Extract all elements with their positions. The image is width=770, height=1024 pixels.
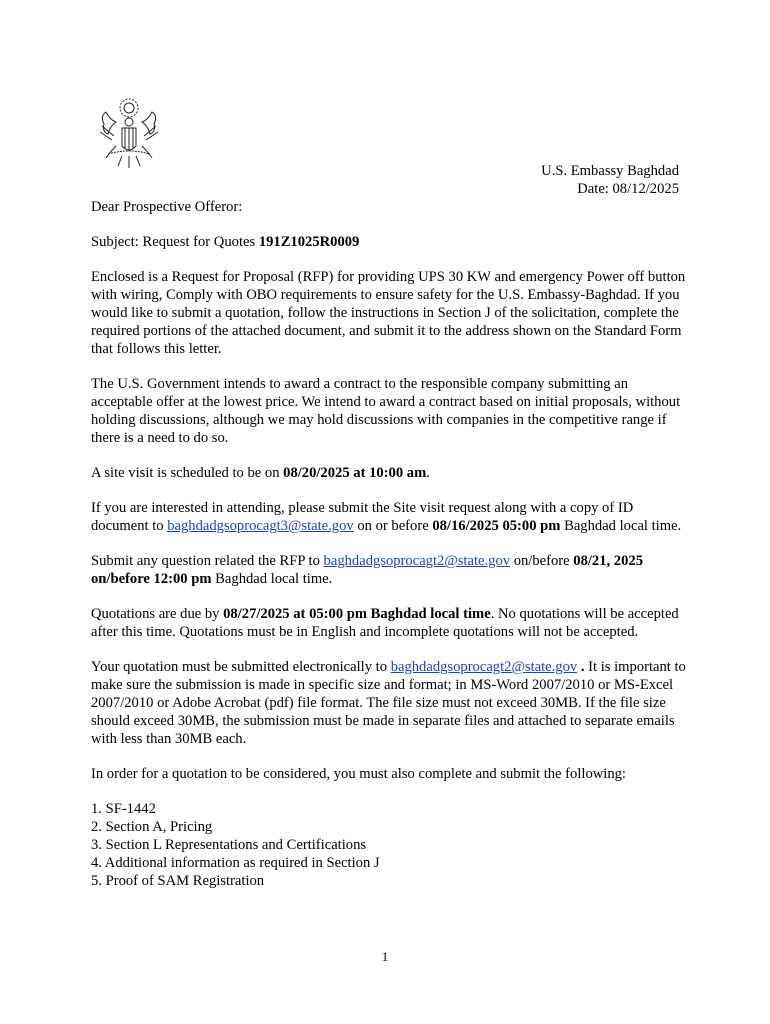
site-visit-paragraph: A site visit is scheduled to be on 08/20/2025 at 10:00 am. [91,465,430,481]
embassy-name: U.S. Embassy Baghdad [541,163,679,179]
list-item: 1. SF-1442 [91,801,156,817]
list-item: 3. Section L Representations and Certifications [91,837,367,853]
list-item: 2. Section A, Pricing [91,819,213,835]
requirements-intro: In order for a quotation to be considered, you must also complete and submit the following: [91,766,626,782]
requirements-list [91,800,691,890]
attend-paragraph: If you are interested in attending, please submit the Site visit request along with a copy of ID document to baghdadgsoprocagt3@state.gov on or before 08/16/2025 05:00 pm Baghdad local time. [91,500,682,534]
letter-date: Date: 08/12/2025 [577,181,679,197]
site-visit-date: 08/20/2025 at 10:00 am [283,465,427,481]
intro-paragraph: Enclosed is a Request for Proposal (RFP) for providing UPS 30 KW and emergency Power off button with wiring, Comply with OBO requirements to ensure safety for the U.S. Embassy-Baghdad. If you would like to submit a quotation, follow the instructions in Section J of the solicitation, complete the required portions of the attached document, and submit it to the address shown on the Standard Form that follows this letter. [91,269,686,357]
list-item: 5. Proof of SAM Registration [91,873,265,889]
page-number: 1 [381,949,389,964]
subject-line: Subject: Request for Quotes 191Z1025R0009 [91,234,360,250]
submission-email-link[interactable]: baghdadgsoprocagt2@state.gov [390,659,578,675]
us-great-seal-emblem [96,96,162,170]
salutation: Dear Prospective Offeror: [91,199,243,215]
award-paragraph: The U.S. Government intends to award a contract to the responsible company submitting an acceptable offer at the lowest price. We intend to award a contract based on initial proposals, without holding discussions, although we may hold discussions with companies in the competitive range if there is a need to do so. [91,376,681,446]
questions-deadline: 08/21, 2025 on/before 12:00 pm [91,553,643,587]
sender-block [541,162,679,198]
questions-paragraph: Submit any question related the RFP to baghdadgsoprocagt2@state.gov on/before 08/21, 2025 on/before 12:00 pm Baghdad local time. [91,553,643,587]
due-date-paragraph: Quotations are due by 08/27/2025 at 05:00 pm Baghdad local time. No quotations will be accepted after this time. Quotations must be in English and incomplete quotations will not be accepted. [91,606,679,640]
site-visit-email-link[interactable]: baghdadgsoprocagt3@state.gov [167,518,354,534]
list-item: 4. Additional information as required in Section J [91,855,380,871]
letter-body [91,198,691,890]
questions-email-link[interactable]: baghdadgsoprocagt2@state.gov [323,553,511,569]
site-visit-request-deadline: 08/16/2025 05:00 pm [432,518,561,534]
quotation-due-date: 08/27/2025 at 05:00 pm Baghdad local time [223,606,491,622]
solicitation-number: 191Z1025R0009 [258,234,360,250]
submission-paragraph: Your quotation must be submitted electronically to baghdadgsoprocagt2@state.gov . It is important to make sure the submission is made in specific size and format; in MS-Word 2007/2010 or MS-Excel 2007/2010 or Adobe Acrobat (pdf) file format. The file size must not exceed 30MB. If the file size should exceed 30MB, the submission must be made in separate files and attached to separate emails with less than 30MB each. [91,659,686,747]
